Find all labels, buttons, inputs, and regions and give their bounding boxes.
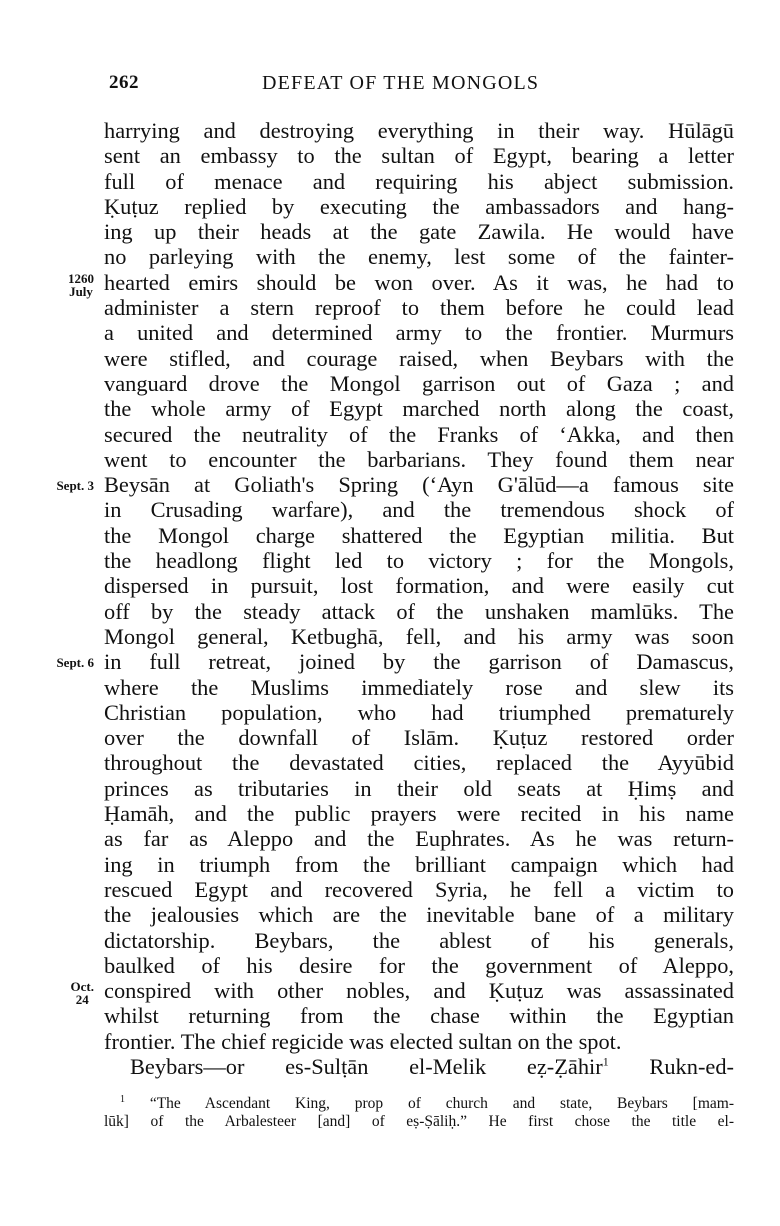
body-text (56, 118, 734, 1079)
text-line: throughout the devastated cities, replaced the Ayyūbid (104, 750, 734, 776)
footnote-line (104, 1095, 734, 1113)
text-line: vanguard drove the Mongol garrison out of Gaza ; and (104, 370, 734, 396)
text-line: secured the neutrality of the Franks of ‘Akka, and then (104, 421, 734, 447)
text-line: ing up their heads at the gate Zawila. He would have (104, 219, 734, 245)
text-line: the jealousies which are the inevitable bane of a military (104, 902, 734, 928)
margin-note-bottom: 24 (75, 992, 89, 1008)
text-line: Ḥamāh, and the public prayers were recited in his name (104, 801, 734, 827)
text-line: frontier. The chief regicide was elected sultan on the spot. (104, 1028, 622, 1054)
footnote-text: “The Ascendant King, prop of church and state, Beybars [mam- (125, 1095, 734, 1112)
margin-note-top: Sept. 3 (56, 478, 94, 494)
text-line: where the Muslims immediately rose and slew its (104, 674, 734, 700)
margin-note-top: Sept. 6 (56, 655, 94, 671)
footnote-mark: 1 (120, 1093, 125, 1105)
page-number: 262 (109, 72, 139, 93)
text-line: whilst returning from the chase within the Egyptian (104, 1003, 734, 1029)
text-line: Ḳuṭuz replied by executing the ambassadors and hang- (104, 193, 734, 219)
footnote-line: lūk] of the Arbalesteer [and] of eṣ-Ṣāliḥ.” He first chose the title el- (104, 1112, 734, 1130)
text-line: harrying and destroying everything in their way. Hūlāgū (104, 118, 734, 143)
margin-date-note (56, 656, 94, 669)
text-line: dispersed in pursuit, lost formation, and were easily cut (104, 573, 734, 599)
text-line: a united and determined army to the frontier. Murmurs (104, 320, 734, 346)
text-line: the Mongol charge shattered the Egyptian militia. But (104, 522, 734, 548)
text-line: the headlong flight led to victory ; for the Mongols, (104, 548, 734, 574)
text-line: as far as Aleppo and the Euphrates. As he was return- (104, 826, 734, 852)
margin-date-note (68, 272, 94, 298)
text-line: went to encounter the barbarians. They found them near (104, 446, 734, 472)
text-line: off by the steady attack of the unshaken mamlūks. The (104, 598, 734, 624)
text-line: over the downfall of Islām. Ḳuṭuz restored order (104, 725, 734, 751)
text-line: were stifled, and courage raised, when Beybars with the (104, 345, 734, 371)
text-line: in full retreat, joined by the garrison of Damascus, (104, 649, 734, 675)
text-line: hearted emirs should be won over. As it was, he had to (104, 269, 734, 295)
text-line: baulked of his desire for the government of Aleppo, (104, 952, 734, 978)
text-line: in Crusading warfare), and the tremendous shock of (104, 497, 734, 523)
footnotes (104, 1095, 734, 1130)
running-title: DEFEAT OF THE MONGOLS (262, 72, 540, 94)
text-line: conspired with other nobles, and Ḳuṭuz was assassinated (104, 978, 734, 1004)
margin-note-top: 1260 (68, 270, 94, 286)
text-line: the whole army of Egypt marched north along the coast, (104, 396, 734, 422)
text-line-indented (104, 1054, 734, 1079)
text-line: sent an embassy to the sultan of Egypt, bearing a letter (104, 143, 734, 169)
margin-note-top: Oct. (70, 979, 94, 995)
margin-date-note (71, 980, 94, 1006)
margin-note-bottom: July (69, 283, 93, 299)
footnote-reference[interactable]: 1 (602, 1054, 609, 1069)
text-line: rescued Egypt and recovered Syria, he fell a victim to (104, 876, 734, 902)
text-line: administer a stern reproof to them before he could lead (104, 295, 734, 321)
text-segment: Beybars—or es-Sulṭān el-Melik eẓ-Ẓāhir (130, 1053, 603, 1079)
text-line: Christian population, who had triumphed prematurely (104, 699, 734, 725)
margin-date-note (56, 479, 94, 492)
text-segment: Rukn-ed- (608, 1053, 734, 1079)
text-line: dictatorship. Beybars, the ablest of his generals, (104, 927, 734, 953)
text-line: no parleying with the enemy, lest some of the fainter- (104, 244, 734, 270)
text-line: Beysān at Goliath's Spring (‘Ayn G'ālūd—a famous site (104, 472, 734, 498)
text-line: princes as tributaries in their old seats at Ḥimṣ and (104, 775, 734, 801)
text-line: ing in triumph from the brilliant campaign which had (104, 851, 734, 877)
text-line: Mongol general, Ketbughā, fell, and his army was soon (104, 623, 734, 649)
text-line: full of menace and requiring his abject submission. (104, 168, 734, 194)
page-header (0, 70, 780, 100)
